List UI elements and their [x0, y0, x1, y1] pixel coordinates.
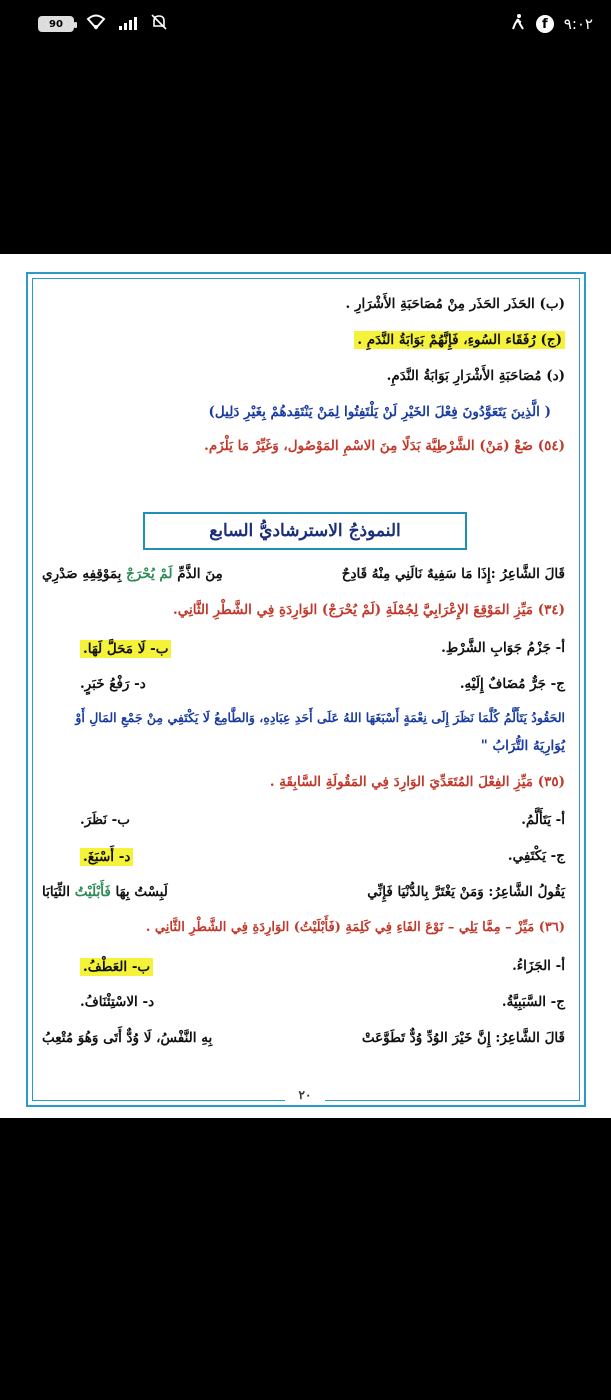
q35-row-1: [80, 812, 565, 828]
verse-3-first-hemistich: قَالَ الشَّاعِرُ: إِنَّ خَيْرَ الوُدِّ وُدٌّ تَطَوَّعَتْ: [361, 1030, 565, 1046]
notifications-off-icon: [150, 13, 168, 35]
verse-2: [42, 884, 565, 900]
verse-1-part-c: بِمَوْقِفِهِ صَدْرِي: [42, 566, 127, 582]
q34-row-1: [80, 640, 565, 658]
signal-icon: [118, 15, 138, 34]
clock: ٩:٠٢: [563, 15, 593, 33]
status-icons-right: [510, 13, 593, 35]
paragraph-line-2: يُوَارِيَهُ التُّرَابُ ": [480, 738, 565, 754]
battery-level: 90: [49, 18, 63, 30]
question-54: (٥٤) ضَعْ (مَنْ) الشَّرْطِيَّة بَدَلًا مِنَ الاسْمِ المَوْصُول، وَغَيِّرْ مَا يَلْزَم.: [204, 438, 565, 454]
section-title: النموذجُ الاسترشاديُّ السابع: [143, 512, 467, 550]
q35-row-2: [80, 848, 565, 866]
question-35: (٣٥) مَيِّزِ الفِعْلَ المُتَعَدِّيَ الوَارِدَ فِي المَقُولَةِ السَّابِقَةِ .: [269, 774, 565, 790]
verse-1-second-hemistich: [42, 566, 223, 582]
page-number: ٢٠: [285, 1088, 325, 1102]
q35-option-c: ج- يَكْتَفِي.: [507, 848, 565, 864]
status-bar: [0, 0, 611, 48]
verse-3-second-hemistich: بِهِ النَّفْسُ، لَا وُدٌّ أَتَى وَهُوَ مُتْعِبُ: [42, 1030, 213, 1046]
q34-option-b: ب- لَا مَحَلَّ لَهَا.: [80, 640, 171, 658]
verse-1: [42, 566, 565, 582]
q34-option-c: ج- جَرٌّ مُضَافٌ إِلَيْهِ.: [459, 676, 565, 692]
facebook-icon: f: [536, 15, 554, 33]
verse-2-part-a: لَبِسْتُ بِهَا: [110, 884, 168, 900]
q34-option-a: أ- جَزْمُ جَوَابِ الشَّرْطِ.: [441, 640, 565, 656]
option-c-highlight: (ج) رُفَقَاء السُوءِ، فَإِنَّهُمْ بَوَابَةُ النَّدَمِ .: [354, 331, 565, 349]
q36-option-c: ج- السَّبَبِيَّةُ.: [501, 994, 565, 1010]
option-d: (د) مُصَاحَبَةِ الأَشْرَارِ بَوَابَةُ النَّدَمِ.: [386, 368, 565, 384]
verse-3: [42, 1030, 565, 1046]
option-b: (ب) الحَذَر الحَذَر مِنْ مُصَاحَبَةِ الأَشْرَارِ .: [345, 296, 565, 312]
q35-option-b: ب- نَظَرَ.: [80, 812, 130, 828]
status-icons-left: [38, 13, 168, 35]
walking-icon: [510, 13, 526, 35]
q34-row-2: [80, 676, 565, 692]
verse-1-first-hemistich: قَالَ الشَّاعِرُ :إِذَا مَا سَفِيهٌ نَالَنِي مِنْهُ قَادِحٌ: [341, 566, 565, 582]
q36-row-2: [80, 994, 565, 1010]
battery-icon: [38, 16, 74, 32]
verse-1-part-a: مِنَ الذَّمِّ: [172, 566, 223, 582]
q36-option-d: د- الاسْتِئْنَافُ.: [80, 994, 155, 1010]
q36-option-b: ب- العَطْفُ.: [80, 958, 153, 976]
document-page: [0, 254, 611, 1118]
q36-row-1: [80, 958, 565, 976]
q35-option-d: د- أَسْبَغَ.: [80, 848, 133, 866]
verse-1-part-b: لَمْ يُحْرَجْ: [126, 566, 173, 582]
option-c: [42, 332, 565, 348]
wifi-icon: [86, 14, 106, 34]
quote-sentence: ( الَّذِينَ يَتَعَوَّدُونَ فِعْلَ الخَيْرِ لَنْ يَلْتَفِتُوا لِمَنْ يَنْتَقِدهُمْ بِغَيْرِ دَلِيل): [208, 404, 551, 420]
verse-2-part-b: فَأَبْلَيْتُ: [74, 884, 111, 900]
q35-option-a: أ- يَتَأَلَّمُ.: [521, 812, 565, 828]
verse-2-second-hemistich: [42, 884, 168, 900]
verse-2-part-c: الثِّيَابَا: [42, 884, 75, 900]
q34-option-d: د- رَفْعُ خَبَرٍ.: [80, 676, 146, 692]
question-34: (٣٤) مَيِّزِ المَوْقِعَ الإِعْرَابِيَّ لِجُمْلَةِ (لَمْ يُحْرَجْ) الوَارِدَةِ فِي الشَّطْرِ الثَّانِي.: [173, 602, 565, 618]
question-36: (٣٦) مَيِّزْ – مِمَّا يَلِي – نَوْعَ الفَاءِ فِي كَلِمَةِ (فَأَبْلَيْتُ) الوَارِدَةِ فِي الشَّطْرِ الثَّانِي .: [145, 920, 565, 935]
q36-option-a: أ- الجَزَاءُ.: [512, 958, 565, 974]
verse-2-first-hemistich: يَقُولُ الشَّاعِرُ: وَمَنْ يَغْتَرَّ بِالدُّنْيَا فَإِنِّي: [367, 884, 565, 900]
paragraph-line-1: الحَقُودُ يَتَأَلَّمُ كُلَّمَا نَظَرَ إِلَى نِعْمَةٍ أَسْبَغَهَا اللهُ عَلَى أَحَدِ عِبَادِهِ، وَالطَّامِعُ لَا يَكْتَفِي مِنْ جَمْعِ المَالِ أَوْ: [75, 710, 565, 725]
page-content: [0, 254, 611, 1118]
